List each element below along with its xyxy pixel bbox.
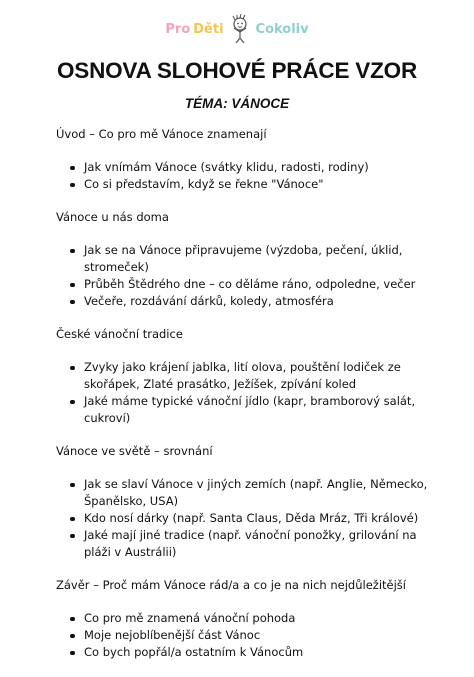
logo-word-cokoliv: Cokoliv [255, 21, 309, 37]
list-item: Kdo nosí dárky (např. Santa Claus, Děda Mráz, Tři králové) [56, 510, 436, 527]
section-list-traditions [56, 359, 436, 427]
theme-heading: TÉMA: VÁNOCE [184, 96, 290, 111]
list-item: Večeře, rozdávání dárků, koledy, atmosféra [56, 293, 436, 310]
list-item: Co bych popřál/a ostatním k Vánocům [56, 644, 436, 661]
section-heading-conclusion: Závěr – Proč mám Vánoce rád/a a co je na nich nejdůležitější [56, 578, 406, 592]
section-list-intro [56, 159, 436, 193]
outline-body [56, 126, 436, 677]
list-item: Jak se na Vánoce připravujeme (výzdoba, pečení, úklid, stromeček) [56, 242, 436, 276]
list-item: Co si představím, když se řekne "Vánoce" [56, 176, 436, 193]
section-list-conclusion [56, 610, 436, 661]
list-item: Průběh Štědrého dne – co děláme ráno, odpoledne, večer [56, 276, 436, 293]
page-title: OSNOVA SLOHOVÉ PRÁCE VZOR [56, 58, 418, 83]
section-list-world [56, 476, 436, 561]
section-list-home [56, 242, 436, 310]
list-item: Co pro mě znamená vánoční pohoda [56, 610, 436, 627]
list-item: Jaké mají jiné tradice (např. vánoční ponožky, grilování na pláži v Austrálii) [56, 527, 436, 561]
logo-word-pro: Pro [165, 21, 191, 37]
list-item: Zvyky jako krájení jablka, lití olova, pouštění lodiček ze skořápek, Zlaté prasátko, Ježíšek, zpívání koled [56, 359, 436, 393]
list-item: Jaké máme typické vánoční jídlo (kapr, bramborový salát, cukroví) [56, 393, 436, 427]
section-heading-traditions: České vánoční tradice [56, 327, 183, 341]
site-logo [0, 14, 474, 44]
section-heading-world: Vánoce ve světě – srovnání [56, 444, 213, 458]
section-heading-home: Vánoce u nás doma [56, 210, 169, 224]
list-item: Jak se slaví Vánoce v jiných zemích (např. Anglie, Německo, Španělsko, USA) [56, 476, 436, 510]
list-item: Moje nejoblíbenější část Vánoc [56, 627, 436, 644]
section-heading-intro: Úvod – Co pro mě Vánoce znamenají [56, 127, 267, 141]
child-mascot-icon [227, 14, 253, 44]
logo-word-deti: Děti [193, 21, 224, 37]
list-item: Jak vnímám Vánoce (svátky klidu, radosti, rodiny) [56, 159, 436, 176]
